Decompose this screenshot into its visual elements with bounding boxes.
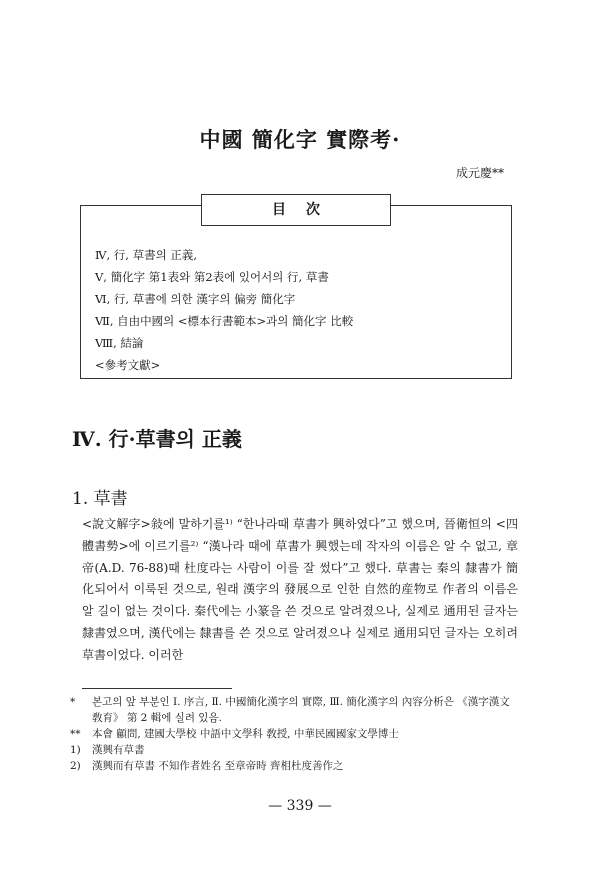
footnote xyxy=(70,694,520,726)
body-paragraph xyxy=(82,514,518,667)
footnote-mark: ** xyxy=(70,728,81,740)
footnote-text: 漢興有草書 xyxy=(92,744,145,756)
table-of-contents xyxy=(80,202,512,379)
footnote-text: 본고의 앞 부분인 Ⅰ. 序言, Ⅱ. 中國簡化漢字의 實際, Ⅲ. 簡化漢字의 內容分析은 《漢字漢文敎育》 第 2 輯에 실려 있음. xyxy=(92,696,510,724)
footnote xyxy=(70,758,520,774)
author-name: 成元慶** xyxy=(455,166,504,180)
toc-list xyxy=(95,244,353,376)
paragraph-text: <說文解字>敍에 말하기를¹⁾ “한나라때 草書가 興하였다”고 했으며, 晉衛恒의 <四體書勢>에 이르기를²⁾ “漢나라 때에 草書가 興했는데 작자의 이름은 알 수 없고, 章帝(A.D. 76-88)때 杜度라는 사람이 이를 잘 썼다”고 했다. 草書는 秦의 隸書가 簡化되어서 이룩된 것으로, 원래 漢字의 發展으로 인한 自然的産物로 作者의 이름은 알 길이 없는 것이다. 秦代에는 小篆을 쓴 것으로 알려졌으나, 실제로 通用된 글자는 隸書였으며, 漢代에는 隸書를 쓴 것으로 알려졌으나 실제로 通用되던 글자는 오히려 草書이었다. 이러한 xyxy=(82,517,518,662)
section-heading: Ⅳ. 行·草書의 正義 xyxy=(72,427,242,451)
footnote xyxy=(70,742,520,758)
subsection-heading: 1. 草書 xyxy=(72,489,128,509)
footnote-divider xyxy=(82,688,232,689)
paper-title: 中國 簡化字 實際考· xyxy=(199,127,401,152)
page-number: — 339 — xyxy=(268,798,332,814)
toc-item: Ⅳ, 行, 草書의 正義, xyxy=(95,248,198,262)
footnote-text: 本會 顧問, 建國大學校 中語中文學科 敎授, 中華民國國家文學博士 xyxy=(92,728,399,740)
toc-heading: 目次 xyxy=(201,194,391,226)
footnote-text: 漢興而有草書 不知作者姓名 至章帝時 齊相杜度善作之 xyxy=(92,760,344,772)
toc-item: Ⅷ, 結論 xyxy=(95,336,144,350)
toc-item: Ⅴ, 簡化字 第1表와 第2表에 있어서의 行, 草書 xyxy=(95,270,329,284)
toc-item: Ⅵ, 行, 草書에 의한 漢字의 偏旁 簡化字 xyxy=(95,292,296,306)
toc-item: <參考文獻> xyxy=(95,358,161,372)
footnote-mark: 1) xyxy=(70,744,81,756)
footnote-mark: * xyxy=(70,696,76,708)
footnote xyxy=(70,726,520,742)
footnote-mark: 2) xyxy=(70,760,81,772)
toc-item: Ⅶ, 自由中國의 <標本行書範本>과의 簡化字 比較 xyxy=(95,314,354,328)
footnotes xyxy=(70,694,520,774)
